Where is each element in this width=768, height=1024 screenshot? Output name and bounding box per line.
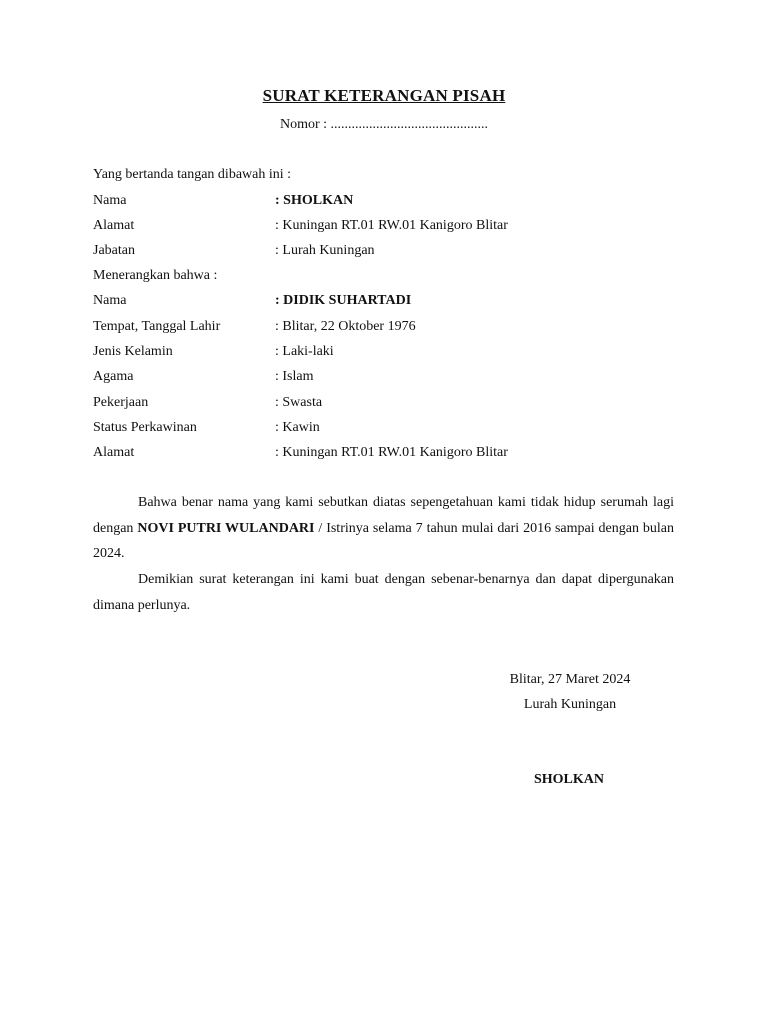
signer-address-value: : Kuningan RT.01 RW.01 Kanigoro Blitar [275, 218, 508, 233]
signature-place-date: Blitar, 27 Maret 2024 [509, 672, 631, 687]
document-title: SURAT KETERANGAN PISAH [262, 86, 506, 105]
subject-birth-value: : Blitar, 22 Oktober 1976 [275, 319, 416, 334]
subject-gender-value: : Laki-laki [275, 344, 334, 359]
subject-religion-value: : Islam [275, 369, 314, 384]
signature-position: Lurah Kuningan [523, 697, 617, 712]
signer-name-label: Nama [93, 193, 127, 208]
signer-position-value: : Lurah Kuningan [275, 243, 375, 258]
statement-text-before: Bahwa benar nama yang kami sebutkan diatas sepengetahuan kami tidak hidup serumah lagi dengan [93, 495, 674, 536]
signer-address-label: Alamat [93, 218, 135, 233]
signer-name-value: : SHOLKAN [275, 193, 354, 208]
wife-name: NOVI PUTRI WULANDARI [137, 520, 315, 536]
subject-address-value: : Kuningan RT.01 RW.01 Kanigoro Blitar [275, 445, 508, 460]
subject-occupation-label: Pekerjaan [93, 395, 149, 410]
document-number: Nomor : ............................................. [279, 117, 489, 132]
subject-marital-label: Status Perkawinan [93, 420, 197, 435]
subject-name-value: : DIDIK SUHARTADI [275, 293, 412, 308]
subject-occupation-value: : Swasta [275, 395, 323, 410]
subject-name-label: Nama [93, 293, 127, 308]
declares-text: Menerangkan bahwa : [93, 268, 218, 283]
signer-position-label: Jabatan [93, 243, 135, 258]
subject-marital-value: : Kawin [275, 420, 320, 435]
closing-paragraph: Demikian surat keterangan ini kami buat dengan sebenar-benarnya dan dapat dipergunakan dimana perlunya. [93, 572, 674, 613]
intro-text: Yang bertanda tangan dibawah ini : [93, 167, 292, 182]
signature-name: SHOLKAN [533, 772, 604, 787]
subject-gender-label: Jenis Kelamin [93, 344, 173, 359]
statement-paragraph [93, 490, 674, 567]
subject-birth-label: Tempat, Tanggal Lahir [93, 319, 221, 334]
subject-address-label: Alamat [93, 445, 135, 460]
statement-text-after: / Istrinya selama 7 tahun mulai dari 2016 sampai dengan bulan 2024. [93, 520, 674, 561]
subject-religion-label: Agama [93, 369, 134, 384]
